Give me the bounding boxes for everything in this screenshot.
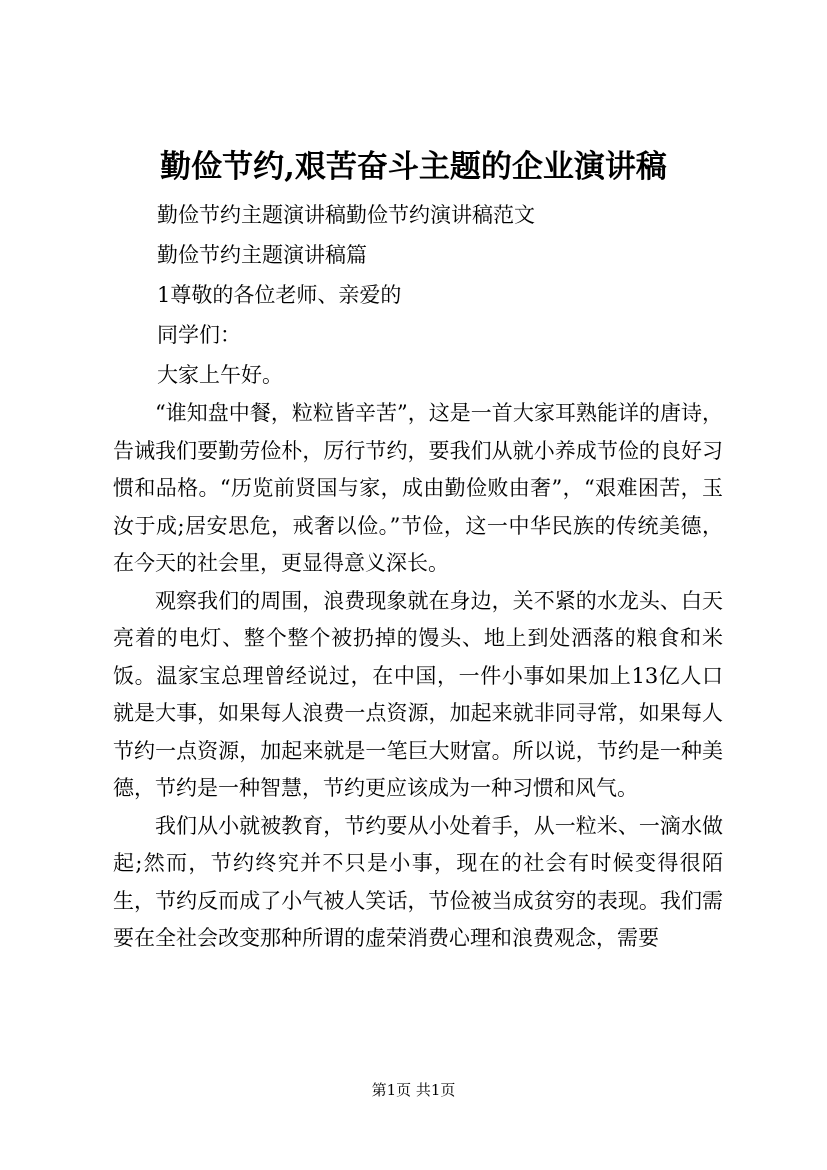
document-body [113, 195, 723, 958]
paragraph: 我们从小就被教育，节约要从小处着手，从一粒米、一滴水做起;然而，节约终究并不只是小事，现在的社会有时候变得很陌生，节约反而成了小气被人笑话，节俭被当成贫穷的表现。我们需要在全社会改变那种所谓的虚荣消费心理和浪费观念，需要 [113, 813, 723, 950]
paragraph: “谁知盘中餐，粒粒皆辛苦”，这是一首大家耳熟能详的唐诗，告诫我们要勤劳俭朴，厉行节约，要我们从就小养成节俭的良好习惯和品格。“历览前贤国与家，成由勤俭败由奢”，“艰难困苦，玉汝于成;居安思危，戒奢以俭。”节俭，这一中华民族的传统美德，在今天的社会里，更显得意义深长。 [113, 401, 723, 575]
text-line: 1尊敬的各位老师、亲爱的 [157, 283, 402, 307]
text-line: 大家上午好。 [157, 363, 283, 387]
page-footer: 第1页 共1页 [371, 1081, 456, 1099]
subtitle-line: 勤俭节约主题演讲稿篇 [157, 243, 367, 267]
text-line: 同学们： [157, 323, 241, 347]
document-title: 勤俭节约,艰苦奋斗主题的企业演讲稿 [160, 149, 667, 185]
subtitle-line: 勤俭节约主题演讲稿勤俭节约演讲稿范文 [157, 203, 535, 227]
paragraph: 观察我们的周围，浪费现象就在身边，关不紧的水龙头、白天亮着的电灯、整个整个被扔掉的馒头、地上到处洒落的粮食和米饭。温家宝总理曾经说过，在中国，一件小事如果加上13亿人口就是大事，如果每人浪费一点资源，加起来就非同寻常，如果每人节约一点资源，加起来就是一笔巨大财富。所以说，节约是一种美德，节约是一种智慧，节约更应该成为一种习惯和风气。 [113, 588, 723, 800]
